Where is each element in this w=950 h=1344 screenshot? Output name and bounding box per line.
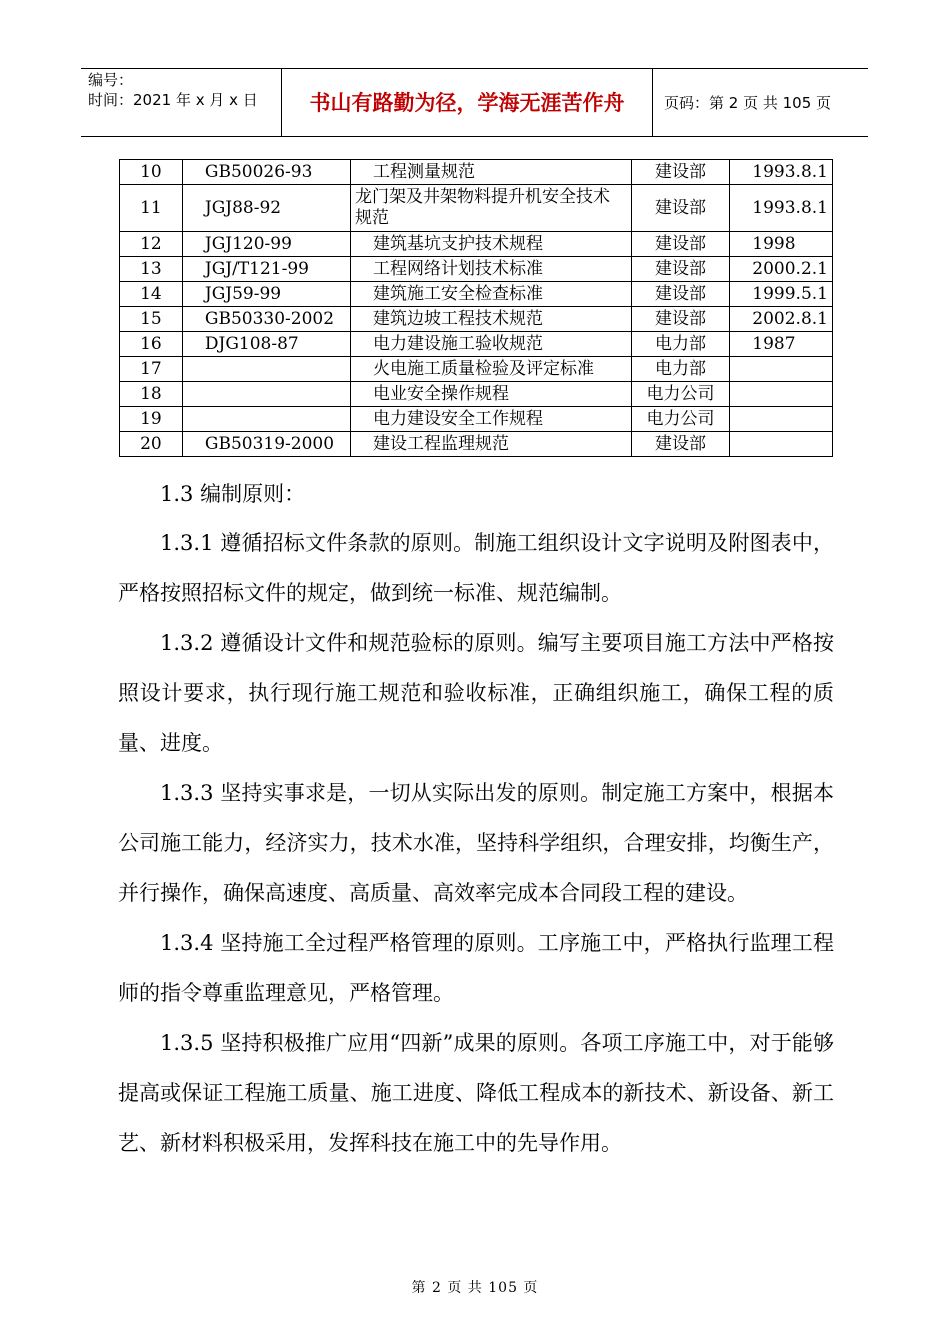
row-number-cell: 17 [120,357,183,382]
header-info [88,70,258,110]
paragraph-1-3-4: 1.3.4 坚持施工全过程严格管理的原则。工序施工中，严格执行监理工程师的指令尊重监理意见，严格管理。 [118,931,834,1005]
header-bottom-rule [81,136,868,137]
row-number-cell: 11 [120,185,183,232]
standard-name-cell: 电力建设施工验收规范 [350,332,631,357]
effective-date-cell [730,382,833,407]
issuing-org-cell: 建设部 [631,257,730,282]
issuing-org-cell: 电力公司 [631,382,730,407]
issuing-org-cell: 建设部 [631,432,730,457]
standard-name-cell: 龙门架及井架物料提升机安全技术规范 [350,185,631,232]
row-number-cell: 18 [120,382,183,407]
issuing-org-cell: 建设部 [631,282,730,307]
effective-date-cell: 1987 [730,332,833,357]
standard-code-cell: JGJ120-99 [182,232,350,257]
row-number-cell: 13 [120,257,183,282]
effective-date-cell: 1993.8.1 [730,160,833,185]
table-row [120,357,833,382]
row-number-cell: 16 [120,332,183,357]
effective-date-cell [730,357,833,382]
issuing-org-cell: 电力部 [631,357,730,382]
standard-code-cell: JGJ59-99 [182,282,350,307]
header-divider-right [652,68,653,136]
effective-date-cell: 2000.2.1 [730,257,833,282]
standard-name-cell: 建筑边坡工程技术规范 [350,307,631,332]
header-motto: 书山有路勤为径，学海无涯苦作舟 [309,91,625,115]
standard-name-cell: 工程网络计划技术标准 [350,257,631,282]
paragraph-1-3-2: 1.3.2 遵循设计文件和规范验标的原则。编写主要项目施工方法中严格按照设计要求，执行现行施工规范和验收标准，正确组织施工，确保工程的质量、进度。 [118,631,834,755]
doc-time-label: 时间：2021 年 x 月 x 日 [88,91,258,109]
effective-date-cell [730,432,833,457]
row-number-cell: 14 [120,282,183,307]
standard-name-cell: 工程测量规范 [350,160,631,185]
issuing-org-cell: 电力部 [631,332,730,357]
effective-date-cell: 1993.8.1 [730,185,833,232]
table-row [120,307,833,332]
row-number-cell: 19 [120,407,183,432]
paragraph-1-3-5: 1.3.5 坚持积极推广应用“四新”成果的原则。各项工序施工中，对于能够提高或保证工程施工质量、施工进度、降低工程成本的新技术、新设备、新工艺、新材料积极采用，发挥科技在施工中的先导作用。 [118,1031,834,1155]
effective-date-cell: 2002.8.1 [730,307,833,332]
issuing-org-cell: 建设部 [631,307,730,332]
row-number-cell: 12 [120,232,183,257]
standard-name-cell: 火电施工质量检验及评定标准 [350,357,631,382]
standard-code-cell: GB50330-2002 [182,307,350,332]
issuing-org-cell: 建设部 [631,185,730,232]
issuing-org-cell: 电力公司 [631,407,730,432]
row-number-cell: 20 [120,432,183,457]
standard-name-cell: 建筑基坑支护技术规程 [350,232,631,257]
standard-code-cell: JGJ88-92 [182,185,350,232]
standard-code-cell [182,382,350,407]
effective-date-cell: 1998 [730,232,833,257]
standard-code-cell: GB50319-2000 [182,432,350,457]
table-row [120,432,833,457]
table-row [120,382,833,407]
standard-code-cell [182,357,350,382]
paragraph-1-3-3: 1.3.3 坚持实事求是，一切从实际出发的原则。制定施工方案中，根据本公司施工能力，经济实力，技术水准，坚持科学组织，合理安排，均衡生产，并行操作，确保高速度、高质量、高效率完成本合同段工程的建设。 [118,781,834,905]
row-number-cell: 15 [120,307,183,332]
effective-date-cell: 1999.5.1 [730,282,833,307]
standard-code-cell: DJG108-87 [182,332,350,357]
table-row [120,407,833,432]
table-row [120,160,833,185]
standard-name-cell: 电力建设安全工作规程 [350,407,631,432]
table-row [120,232,833,257]
standard-code-cell: JGJ/T121-99 [182,257,350,282]
standard-name-cell: 电业安全操作规程 [350,382,631,407]
issuing-org-cell: 建设部 [631,232,730,257]
table-row [120,257,833,282]
table-row [120,282,833,307]
row-number-cell: 10 [120,160,183,185]
header-page-info: 页码：第 2 页 共 105 页 [664,94,832,112]
effective-date-cell [730,407,833,432]
table-row [120,332,833,357]
standards-table [119,159,833,457]
section-heading: 1.3 编制原则： [160,482,306,506]
document-body [118,470,834,1168]
paragraph-1-3-1: 1.3.1 遵循招标文件条款的原则。制施工组织设计文字说明及附图表中，严格按照招标文件的规定，做到统一标准、规范编制。 [118,531,834,605]
standard-name-cell: 建设工程监理规范 [350,432,631,457]
doc-code-label: 编号： [88,71,134,89]
standard-name-cell: 建筑施工安全检查标准 [350,282,631,307]
standard-code-cell: GB50026-93 [182,160,350,185]
standard-code-cell [182,407,350,432]
table-row [120,185,833,232]
page-footer: 第 2 页 共 105 页 [411,1280,539,1296]
issuing-org-cell: 建设部 [631,160,730,185]
